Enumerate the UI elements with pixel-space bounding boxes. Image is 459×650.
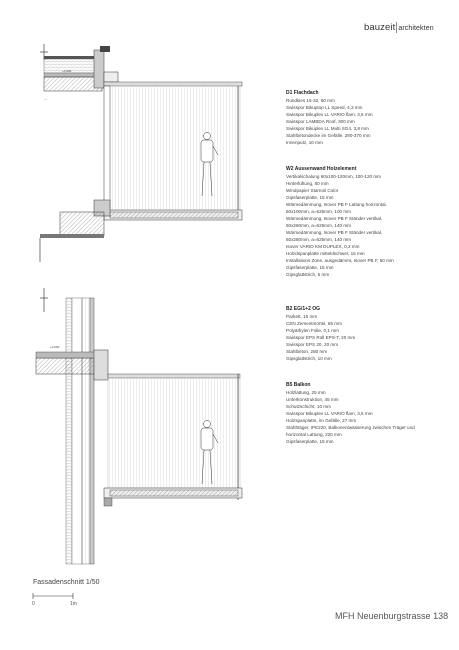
svg-text:—: — [44, 97, 47, 101]
footer-title: MFH Neuenburgstrasse [335, 611, 431, 621]
scale-bar [33, 593, 73, 599]
slab-upper [40, 212, 104, 262]
spec-line: Holzdspanplatte mitteldschwer, 15 mm [286, 251, 365, 256]
page-footer [335, 611, 448, 621]
scale-end-label: 1m [70, 601, 77, 607]
spec-line: Parkett, 15 mm [286, 314, 318, 319]
spec-line: Swisspor LAMBDA Roof, 300 mm [286, 119, 355, 124]
spec-line: Wärmedämmung, Isover PB F Ständer vertikal, [286, 216, 383, 221]
spec-line: Installations Zone, ausgedämmt, Isover PB F, 50 mm [286, 258, 394, 263]
spec-block-d1 [286, 90, 456, 146]
spec-line: Stahlbeton, 280 mm [286, 349, 328, 354]
spec-title: B2 EG/1+2 OG [286, 306, 321, 312]
spec-line: Holzspanplatte, im Gefälle, 27 mm [286, 418, 357, 423]
spec-line: Swisspor Bikuplex LL VARIO flam, 3,5 mm [286, 411, 373, 416]
spec-line: Holzlattung, 25 mm [286, 390, 326, 395]
spec-line: Swisspor EPS 20, 20 mm [286, 342, 339, 347]
spec-line: Swisspor EPS Roll EPS-T, 20 mm [286, 335, 356, 340]
spec-line: horizontal Lattung, 220 mm [286, 432, 342, 437]
spec-line: Swisspor Bikuplex LL Multi SG4, 3,8 mm [286, 126, 369, 131]
spec-block-b5 [286, 382, 456, 445]
upper-storey [94, 86, 242, 220]
spec-line: Windpapier Starnoil Color [286, 188, 339, 193]
drawing-caption: Fassadenschnitt 1/50 [33, 579, 100, 586]
spec-line: 60x280mm, a=625mm, 140 mm [286, 237, 351, 242]
spec-line: Rundkies 16-32, 60 mm [286, 98, 335, 103]
brand-sub: architekten [398, 25, 434, 32]
spec-title: W2 Aussenwand Holzelement [286, 166, 357, 172]
brand-main: bauzeit [364, 22, 396, 33]
level-label-roof: +0,000 [62, 69, 72, 73]
spec-line: Polyäthylen Folie, 0,1 mm [286, 328, 339, 333]
spec-line: Vertikalschalung 60x100-120mm, 100-120 mm [286, 174, 381, 179]
spec-title: B5 Balkon [286, 382, 311, 388]
spec-block-w2 [286, 166, 456, 278]
spec-line: Wärmedämmung, Isover PB F Ständer vertikal, [286, 230, 383, 235]
page-number: 138 [433, 611, 449, 621]
spec-block-b2 [286, 306, 456, 362]
spec-line: Gipsglattstrich, 5 mm [286, 272, 330, 277]
spec-line: Innenputz, 10 mm [286, 140, 323, 145]
spec-line: Schutzschicht, 10 mm [286, 404, 331, 409]
spec-line: Gipsfaserplatte, 15 mm [286, 195, 334, 200]
spec-line: Isover VARIO KM DUPLEX, 0,2 mm [286, 244, 360, 249]
spec-line: Gipsfaserplatte, 15 mm [286, 439, 334, 444]
spec-line: Swisspor Bikuplex LL VARIO flam, 3,5 mm [286, 112, 373, 117]
spec-line: Unterkonstruktion, 45 mm [286, 397, 339, 402]
spec-line: Wärmedämmung, Isover PB F Lattung horizontal, [286, 202, 387, 207]
spec-line: Stahlträger, IPE220, Balkonentwässerung zwischen Träger und [286, 425, 415, 430]
spec-line: Gipsfaserplatte, 15 mm [286, 265, 334, 270]
scale-start-label: 0 [32, 601, 35, 607]
spec-line: Stahlbetondecke im Gefälle, 280-370 mm [286, 133, 371, 138]
spec-title: D1 Flachdach [286, 90, 319, 96]
spec-line: Hinterlüftung, 60 mm [286, 181, 329, 186]
spec-line: Swisspor Bikuptop LL Speed, 4,3 mm [286, 105, 363, 110]
spec-line: 60x100mm, a=625mm, 100 mm [286, 209, 351, 214]
lower-storey [104, 374, 242, 506]
spec-line: Gipsglattstrich, 10 mm [286, 356, 332, 361]
level-label-lower: +0,000 [50, 345, 60, 349]
wall-column [66, 298, 94, 564]
spec-line: 60x280mm, a=625mm, 140 mm [286, 223, 351, 228]
spec-line: CEN Zementmörtel, 65 mm [286, 321, 342, 326]
